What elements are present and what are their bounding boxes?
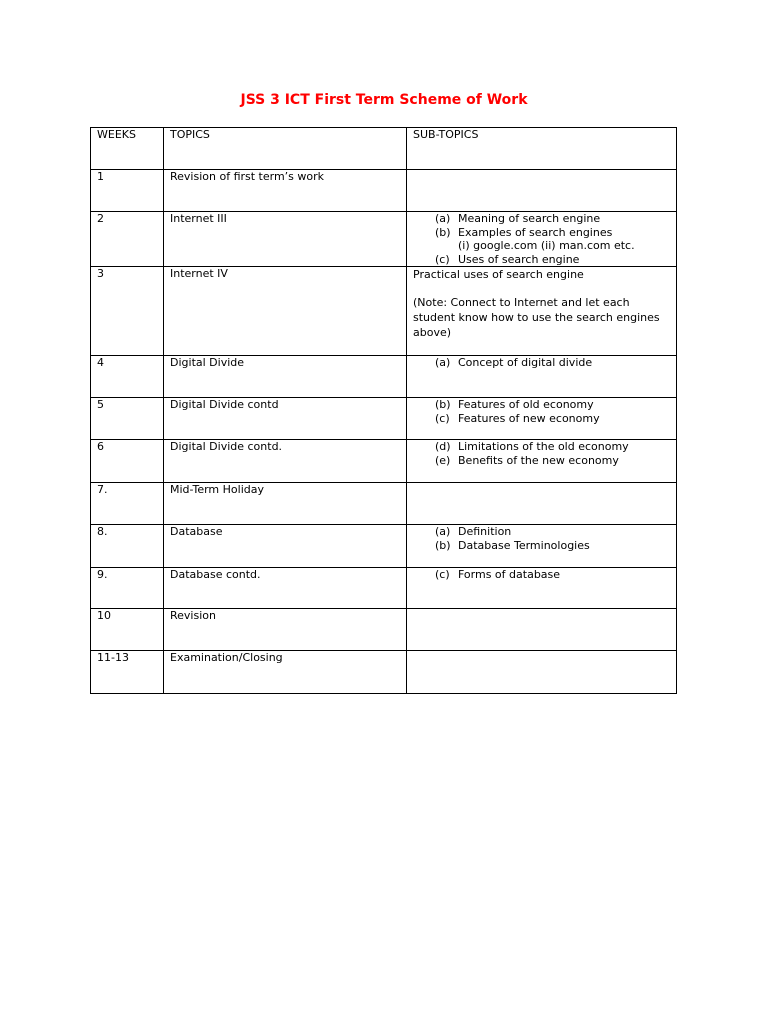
week-cell: 7. [91,483,164,525]
list-marker: (a) [435,525,451,538]
week-cell: 1 [91,170,164,212]
table-row-week-1 [91,170,677,212]
table-row-week-10 [91,609,677,651]
list-item-text: Features of new economy [458,412,600,425]
table-row-week-7 [91,483,677,525]
table-row-week-2 [91,212,677,267]
scheme-table [90,127,677,694]
topic-cell: Database contd. [164,568,407,609]
list-item [435,412,670,426]
list-item-text: Meaning of search engine [458,212,601,225]
list-item [435,212,670,226]
sub-topics-cell [407,609,677,651]
sub-topics-cell [407,356,677,398]
table-row-week-9 [91,568,677,609]
sub-topics-cell [407,651,677,694]
sub-topic-list [413,212,670,266]
list-marker: (c) [435,252,450,266]
header-row [91,128,677,170]
topic-cell: Examination/Closing [164,651,407,694]
header-weeks: WEEKS [91,128,164,170]
sub-topics-cell [407,398,677,440]
header-sub-topics: SUB-TOPICS [407,128,677,170]
list-marker: (b) [435,225,451,239]
topic-cell: Revision [164,609,407,651]
sub-topics-cell [407,170,677,212]
table-row-week-6 [91,440,677,483]
topic-cell: Digital Divide [164,356,407,398]
list-item-text: Definition [458,525,512,538]
sub-topic-text: Practical uses of search engine [413,268,584,281]
list-item-text: Uses of search engine [458,252,580,266]
week-cell: 9. [91,568,164,609]
week-cell: 11-13 [91,651,164,694]
list-item-note: (i) google.com (ii) man.com etc. [458,239,635,252]
list-marker: (b) [435,539,451,552]
week-cell: 6 [91,440,164,483]
sub-topic-list [413,525,670,553]
table-row-week-5 [91,398,677,440]
list-marker: (a) [435,356,451,369]
table-row-week-11-13 [91,651,677,694]
topic-cell: Mid-Term Holiday [164,483,407,525]
week-cell: 8. [91,525,164,568]
sub-topics-cell [407,212,677,267]
week-cell: 3 [91,267,164,356]
list-marker: (b) [435,398,451,411]
list-marker: (a) [435,212,451,225]
sub-topic-list [413,356,670,370]
table-row-week-4 [91,356,677,398]
table-row-week-8 [91,525,677,568]
list-item [435,454,670,468]
list-marker: (c) [435,412,450,425]
topic-cell: Digital Divide contd. [164,440,407,483]
sub-topic-list [413,568,670,582]
sub-topic-list [413,440,670,468]
sub-topic-note: (Note: Connect to Internet and let each student know how to use the search engines above) [413,296,660,339]
list-item [435,356,670,370]
list-item [435,568,670,582]
document-title: JSS 3 ICT First Term Scheme of Work [240,92,528,108]
list-item [435,253,670,267]
list-item [435,398,670,412]
list-item-text: Benefits of the new economy [458,454,619,467]
week-cell: 10 [91,609,164,651]
list-marker: (c) [435,568,450,581]
sub-topics-cell [407,440,677,483]
table-row-week-3 [91,267,677,356]
week-cell: 5 [91,398,164,440]
list-item-text: Forms of database [458,568,561,581]
list-item-text: Examples of search engines [458,225,613,239]
topic-cell: Database [164,525,407,568]
sub-topics-cell [407,483,677,525]
list-item [435,525,670,539]
sub-topics-cell [407,267,677,356]
list-item [435,226,670,253]
list-item [435,440,670,454]
list-item-text: Database Terminologies [458,539,590,552]
list-item-text: Concept of digital divide [458,356,593,369]
list-marker: (e) [435,454,451,467]
topic-cell: Internet III [164,212,407,267]
week-cell: 2 [91,212,164,267]
sub-topics-cell [407,525,677,568]
list-item-text: Limitations of the old economy [458,440,629,453]
list-item-text: Features of old economy [458,398,594,411]
list-item [435,539,670,553]
week-cell: 4 [91,356,164,398]
header-topics: TOPICS [164,128,407,170]
topic-cell: Digital Divide contd [164,398,407,440]
sub-topic-list [413,398,670,426]
list-marker: (d) [435,440,451,453]
topic-cell: Internet IV [164,267,407,356]
sub-topics-cell [407,568,677,609]
topic-cell: Revision of first term’s work [164,170,407,212]
